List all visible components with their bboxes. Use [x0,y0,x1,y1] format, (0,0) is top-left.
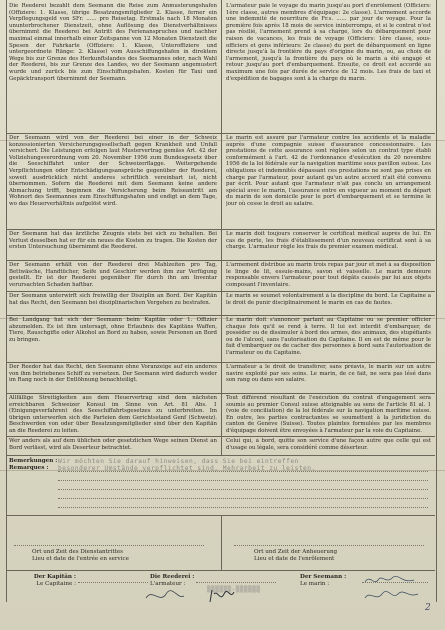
page-number: 2 [425,603,431,613]
captain-label-fr: Le Capitaine : [36,580,76,587]
divider [6,315,435,316]
clause-shore-leave-fr [226,317,431,361]
clause-desertion-fr [226,438,431,454]
clause-medical-de [9,231,217,259]
divider [6,393,435,394]
seaman-label-de: Der Seemann : [300,574,347,580]
clause-insurance-fr-text: Le marin est assuré par l'armateur contre les accidents et la maladie auprès d'une compagnie suisse d'assurance concessionnaire. Les prestations de cette assurance sont réglées selon un contrat type établi conformément à l'art. 42 de l'ordonnance d'exécution du 20 novembre 1956 de la loi fédérale sur la navigation maritime sous pavillon suisse. Les obligations et indemnités dépassant ces prestations ne sont pas prises en charge par l'armateur, pour autant qu'un autre accord n'ait été convenu par écrit. Pour autant que l'armateur n'ait pas conclu un arrangement spécial avec le marin, l'assurance entre en vigueur au moment du départ du marin de son domicile pour le port d'embarquement et se termine le jour où cesse le droit au salaire. [226,135,431,207]
clause-travel-fr [226,3,431,131]
divider [6,436,435,437]
seaman-signature-scribble [362,572,422,604]
divider [6,229,435,230]
divider [6,455,435,456]
enrolment-label-fr: Lieu et date de l'enrôlement [254,555,335,562]
clause-desertion-de [9,438,217,454]
enrolment-label [254,549,337,562]
remarks-line-1: Wir möchten Sie darauf hinweisen, dass Sie bei eintreffen [58,458,299,465]
owner-signature-line [196,582,276,583]
clause-disputes-fr [226,395,431,435]
clause-meals-fr-text: L'armement distribue au marin trois repas par jour et met à sa disposition le linge de lit, essuie-mains, savon et vaisselle. Le marin demeure responsable envers l'armateur pour tout dégâts causés par lui aux objets composant l'inventaire. [226,262,431,288]
enrolment-line [234,545,424,546]
clause-travel-de-text: Die Reederei bezahlt dem Seemann die Reise zum Anmusterungshafen (Offiziere: 1. Klasse, übrige Besatzungsmitglieder 2. Klasse, ferner ein Verpflegungsgeld von SFr. ...... pro Reisetag. Erstmals nach 18 Monaten ununterbrochener Dienstzeit, ohne Auflösung des Dienstverhältnisses übernimmt die Reederei bei Antritt des Ferienanspruches und nachher maximal einmal innerhalb einer Zeitspanne von 12 Monaten Dienstzeit die Spesen der Fahrkarte (Offiziere: 1. Klasse, Unteroffiziere und untergeordnete Ränge: 2. Klasse) vom Ausschiffungshafen in direktem Wege bis zur Grenze des Herkunftslandes des Seemannes oder, nach Wahl der Reederei, bis zur Grenze des Landes, wo der Seemann angemustert wurde und zurück bis zum Einschiffungshafen. Kosten für Taxi und Gepäcktransport übernimmt der Seemann. [9,3,217,82]
seaman-label [300,574,346,587]
clause-desertion-de-text: Wer anders als auf dem üblichen oder gesetzlichen Wege seinen Dienst an Bord verlässt, wird als Deserteur betrachtet. [9,438,217,451]
clause-shore-leave-fr-text: Le marin doit s'annoncer partant au Capitaine ou se premier officier chaque fois qu'il se rend à terre. Il lui est interdit d'embarquer, de posséder ou de dissimuler à bord des armes, des animaux, des stupéfiants ou de l'alcool, sans l'autorisation du Capitaine. Il en est de même pour le fait d'embarquer ou de cacher des personnes à bord sans l'autorisation de l'armateur ou du Capitaine. [226,317,431,356]
remarks-label-fr: Remarques : [9,464,49,471]
service-start-label-fr: Lieu et date de l'entrée en service [32,555,129,562]
clause-transfer-fr [226,364,431,392]
clause-medical-fr [226,231,431,259]
remarks-label [9,458,57,471]
column-divider [221,515,222,570]
service-start-label [32,549,129,562]
clause-transfer-de-text: Der Reeder hat das Recht, den Seemann ohne Voranzeige auf ein anderes von ihm betriebenes Schiff zu versetzen. Der Seemann wird dadurch weder im Rang noch in der Entlöhnung benachteiligt. [9,364,217,384]
clause-shore-leave-de-text: Bei Landgang hat sich der Seemann beim Kapitän oder 1. Offizier abzumelden. Es ist ihm untersagt, ohne Erlaubnis des Kapitäns Waffen, Tiere, Rauschgifte oder Alkohol an Bord zu haben, sowie Personen an Bord zu bringen. [9,317,217,343]
clause-medical-de-text: Der Seemann hat das ärztliche Zeugnis stets bei sich zu behalten. Bei Verlust desselben hat er für ein neues die Kosten zu tragen. Die Kosten der ersten Untersuchung übernimmt die Reederei. [9,231,217,251]
captain-label-de: Der Kapitän : [33,574,76,580]
clause-insurance-de [9,135,217,227]
divider [6,133,435,134]
divider [6,260,435,261]
divider [6,362,435,363]
captain-label [20,574,76,587]
clause-shore-leave-de [9,317,217,361]
clause-discipline-de-text: Der Seemann unterwirft sich freiwillig der Disziplin an Bord. Der Kapitän hat das Recht, den Seemann bei disziplinarischen Vergehen zu bestrafen. [9,293,217,306]
clause-discipline-de [9,293,217,314]
remarks-dotted-line [58,480,428,481]
service-start-line [14,545,204,546]
clause-meals-de-text: Der Seemann erhält von der Reederei drei Mahlzeiten pro Tag, Bettwäsche, Handtücher, Seife und Geschirr werden ihm zur Verfügung gestellt. Er ist der Reederei gegenüber für durch ihn am Inventar verursachten Schaden haftbar. [9,262,217,288]
remarks-dotted-line [58,489,428,490]
seaman-label-fr: Le marin : [300,580,330,587]
clause-insurance-fr [226,135,431,227]
service-start-label-de: Ort und Zeit des Dienstantrittes [32,549,124,555]
remarks-label-de: Bemerkungen : [9,458,58,464]
clause-insurance-de-text: Der Seemann wird von der Reederei bei einer in der Schweiz konzessionierten Versicherungsgesellschaft gegen Krankheit und Unfall versichert. Die Leistungen erfolgen laut Mustervertrag gemäss Art. 42 der Vollziehungsverordnung vom 20. November 1956 zum Bundesgesetz über die Seeschiffahrt unter der Schweizerflagge. Weitergehende Verpflichtungen oder Entschädigungsansprüche gegenüber der Reederei, soweit ausdrücklich nicht anderes schriftlich vereinbart ist, nicht übernommen. Sofern die Reederei mit dem Seemann keine andere Abmachung trifft, beginnen die Versicherung beim Reiseantritt am Wohnort des Seemannes zum Einschiffungshafen und endigt an dem Tage, wo das Heuerverhältnis aufgelöst wird. [9,135,217,207]
divider [6,570,435,571]
clause-discipline-fr-text: Le marin se soumet volontairement à la discipline du bord. Le Capitaine a le droit de punir disciplinairement le marin en cas de fautes. [226,293,431,306]
clause-disputes-de [9,395,217,435]
owner-signature-scribble [140,584,250,606]
clause-travel-fr-text: L'armateur paie le voyage du marin jusqu'au port d'enrôlement (Officiers: 1ère classe, autres membres d'équipage: 2e classe). L'armement accorde une indemnité de nourriture de Fr.s. ...... par jour de voyage. Pour la première fois après 18 mois de service ininterrompu, et si le contrat n'est pas résilié, l'armement prend à sa charge, lors du débarquement pour raison de vacances, les frais de voyage (Officiers: 1ère classe, sous-officiers et gens inférieurs: 2e classe) du port de débarquement en ligne directe jusqu'à la frontière du pays d'origine du marin, ou, au choix de l'armement, jusqu'à la frontière du pays où le marin a été engagé et retour jusqu'au port d'embarquement. Ensuite, ce droit est accordé au maximum une fois par durée de service de 12 mois. Les frais de taxi et d'expédition de bagages sont à la charge du marin. [226,3,431,82]
clause-medical-fr-text: Le marin doit toujours conserver le certificat médical auprès de lui. En cas de perte, les frais d'établissement d'un nouveau certificat sont à sa charge. L'armateur règle les frais du premier examen médical. [226,231,431,251]
remarks-dotted-line [58,507,428,508]
divider [6,291,435,292]
clause-disputes-de-text: Allfällige Streitigkeiten aus dem Heuervertrag sind dem nächsten erreichbaren Schweizer Konsul im Sinne von Art. 81 Abs. 1 (Einigungsverfahren) des Seeschiffahrtsgesetzes zu unterbreiten. Im übrigen unterwerfen sich die Parteien dem Gerichtsstand Genf (Schweiz). Beschwerden von oder über Besatzungsmitglieder sind über den Kapitän an die Reederei zu leiten. [9,395,217,434]
remarks-dotted-line [58,471,428,472]
remarks-dotted-line [58,498,428,499]
shipping-company-stamp: ▒▒▒▒▒▒-▒▒▒▒▒▒ [207,586,261,593]
clause-transfer-fr-text: L'armateur a le droit de transférer, sans préavis, le marin sur un autre navire exploité par ses soins. Le marin, de ce fait, ne sera pas lésé dans son rang ou dans son salaire. [226,364,431,384]
clause-disputes-fr-text: Tout différend résultant de l'exécution du contrat d'engagement sera soumis au premier Consul suisse atteignable au sens de l'article 81 al. 1 (voie de conciliation) de la loi fédérale sur la navigation maritime suisse. En outre, les parties contractantes se soumettent à la juridiction du canton de Genève (Suisse). Toutes plaintes formulées par les membres d'équipage doivent être envoyées à l'armateur par la voie du Capitaine. [226,395,431,434]
column-divider [221,0,222,455]
remarks-line-2: besonderer Umstände verpflichtet sind, Mehrarbeit zu leisten. [58,465,316,473]
clause-travel-de [9,3,217,131]
clause-meals-de [9,262,217,290]
enrolment-label-de: Ort und Zeit der Anheuerung [254,549,338,555]
clause-desertion-fr-text: Celui qui, à bord, quitte son service d'une façon autre que celle qui est d'usage ou légale, sera considéré comme déserteur. [226,438,431,451]
owner-label-de: Die Reederei : [150,574,195,580]
captain-signature-line [78,582,148,583]
clause-meals-fr [226,262,431,290]
clause-discipline-fr [226,293,431,314]
owner-label-fr: L'armateur : [150,580,186,587]
clause-transfer-de [9,364,217,392]
